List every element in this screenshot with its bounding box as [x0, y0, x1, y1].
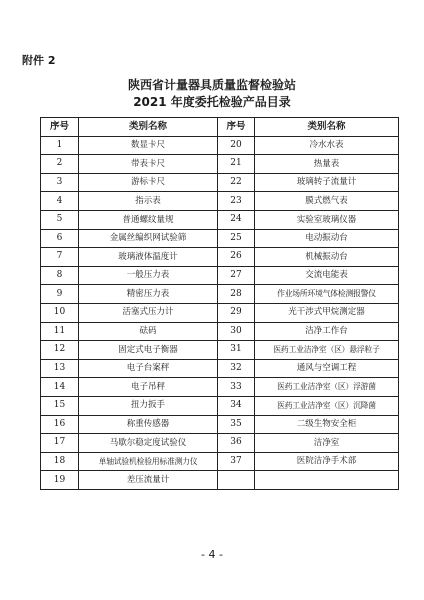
table-row: [41, 378, 399, 397]
row-left-no: 5: [41, 210, 79, 229]
row-left-no: 15: [41, 396, 79, 415]
row-left-no: 6: [41, 229, 79, 248]
row-right-name: [255, 471, 399, 490]
row-right-no: 30: [218, 322, 255, 341]
row-right-no: 24: [218, 210, 255, 229]
row-right-name: 通风与空调工程: [255, 359, 399, 378]
row-right-no: 23: [218, 192, 255, 211]
row-right-no: 33: [218, 378, 255, 397]
row-left-no: 17: [41, 434, 79, 453]
header-right-name: 类别名称: [255, 118, 399, 137]
row-right-name: 作业场所环境气体检测报警仪: [255, 285, 399, 304]
row-right-no: 20: [218, 136, 255, 155]
row-right-no: [218, 471, 255, 490]
row-left-no: 19: [41, 471, 79, 490]
table-header-row: [41, 118, 399, 137]
row-left-name: 固定式电子衡器: [79, 341, 218, 360]
row-right-no: 35: [218, 415, 255, 434]
row-left-no: 12: [41, 341, 79, 360]
row-left-name: 电子台案秤: [79, 359, 218, 378]
row-right-name: 医院洁净手术部: [255, 452, 399, 471]
row-right-name: 洁净室: [255, 434, 399, 453]
row-left-no: 8: [41, 266, 79, 285]
header-left-no: 序号: [41, 118, 79, 137]
table-row: [41, 285, 399, 304]
row-left-no: 4: [41, 192, 79, 211]
table-row: [41, 155, 399, 174]
row-right-no: 21: [218, 155, 255, 174]
table-row: [41, 415, 399, 434]
row-right-no: 27: [218, 266, 255, 285]
row-left-name: 电子吊秤: [79, 378, 218, 397]
row-left-no: 1: [41, 136, 79, 155]
row-left-no: 13: [41, 359, 79, 378]
row-left-name: 马歇尔稳定度试验仪: [79, 434, 218, 453]
row-left-name: 普通螺纹量规: [79, 210, 218, 229]
attachment-label: 附件 2: [22, 54, 56, 67]
row-right-name: 电动振动台: [255, 229, 399, 248]
row-left-no: 7: [41, 248, 79, 267]
row-left-no: 9: [41, 285, 79, 304]
table-row: [41, 452, 399, 471]
row-left-name: 称重传感器: [79, 415, 218, 434]
row-right-name: 医药工业洁净室（区）浮游菌: [255, 378, 399, 397]
row-left-name: 金属丝编织网试验筛: [79, 229, 218, 248]
row-left-name: 指示表: [79, 192, 218, 211]
row-left-name: 活塞式压力计: [79, 303, 218, 322]
page-number: - 4 -: [201, 548, 223, 561]
header-right-no: 序号: [218, 118, 255, 137]
row-right-name: 洁净工作台: [255, 322, 399, 341]
row-right-name: 玻璃转子流量计: [255, 173, 399, 192]
table-row: [41, 192, 399, 211]
row-left-name: 精密压力表: [79, 285, 218, 304]
row-left-name: 玻璃液体温度计: [79, 248, 218, 267]
row-right-no: 28: [218, 285, 255, 304]
row-right-no: 34: [218, 396, 255, 415]
row-right-no: 25: [218, 229, 255, 248]
document-title: 陕西省计量器具质量监督检验站: [127, 78, 296, 92]
row-left-name: 一般压力表: [79, 266, 218, 285]
row-right-name: 光干涉式甲烷测定器: [255, 303, 399, 322]
row-left-no: 3: [41, 173, 79, 192]
row-right-no: 36: [218, 434, 255, 453]
row-left-no: 11: [41, 322, 79, 341]
table-row: [41, 173, 399, 192]
row-left-name: 单轴试验机检验用标准测力仪: [79, 452, 218, 471]
row-left-no: 10: [41, 303, 79, 322]
table-row: [41, 303, 399, 322]
table-row: [41, 396, 399, 415]
table-row: [41, 471, 399, 490]
row-left-name: 砝码: [79, 322, 218, 341]
row-right-name: 实验室玻璃仪器: [255, 210, 399, 229]
row-right-name: 医药工业洁净室（区）沉降菌: [255, 396, 399, 415]
row-right-no: 22: [218, 173, 255, 192]
row-right-no: 29: [218, 303, 255, 322]
row-left-no: 16: [41, 415, 79, 434]
row-right-name: 机械振动台: [255, 248, 399, 267]
row-right-name: 医药工业洁净室（区）悬浮粒子: [255, 341, 399, 360]
row-right-no: 26: [218, 248, 255, 267]
row-left-name: 差压流量计: [79, 471, 218, 490]
table-row: [41, 434, 399, 453]
table-row: [41, 229, 399, 248]
row-right-name: 膜式燃气表: [255, 192, 399, 211]
row-left-name: 数显卡尺: [79, 136, 218, 155]
table-row: [41, 359, 399, 378]
row-right-name: 二级生物安全柜: [255, 415, 399, 434]
row-right-name: 冷水水表: [255, 136, 399, 155]
row-right-no: 31: [218, 341, 255, 360]
table-row: [41, 341, 399, 360]
row-left-name: 扭力扳手: [79, 396, 218, 415]
row-left-name: 游标卡尺: [79, 173, 218, 192]
table-row: [41, 248, 399, 267]
row-left-no: 2: [41, 155, 79, 174]
row-right-name: 热量表: [255, 155, 399, 174]
row-left-no: 18: [41, 452, 79, 471]
table-row: [41, 210, 399, 229]
row-right-no: 37: [218, 452, 255, 471]
row-right-no: 32: [218, 359, 255, 378]
header-left-name: 类别名称: [79, 118, 218, 137]
row-right-name: 交流电能表: [255, 266, 399, 285]
product-catalog-table: [40, 117, 399, 490]
table-row: [41, 266, 399, 285]
row-left-no: 14: [41, 378, 79, 397]
row-left-name: 带表卡尺: [79, 155, 218, 174]
document-subtitle: 2021 年度委托检验产品目录: [133, 95, 291, 109]
table-row: [41, 136, 399, 155]
table-row: [41, 322, 399, 341]
